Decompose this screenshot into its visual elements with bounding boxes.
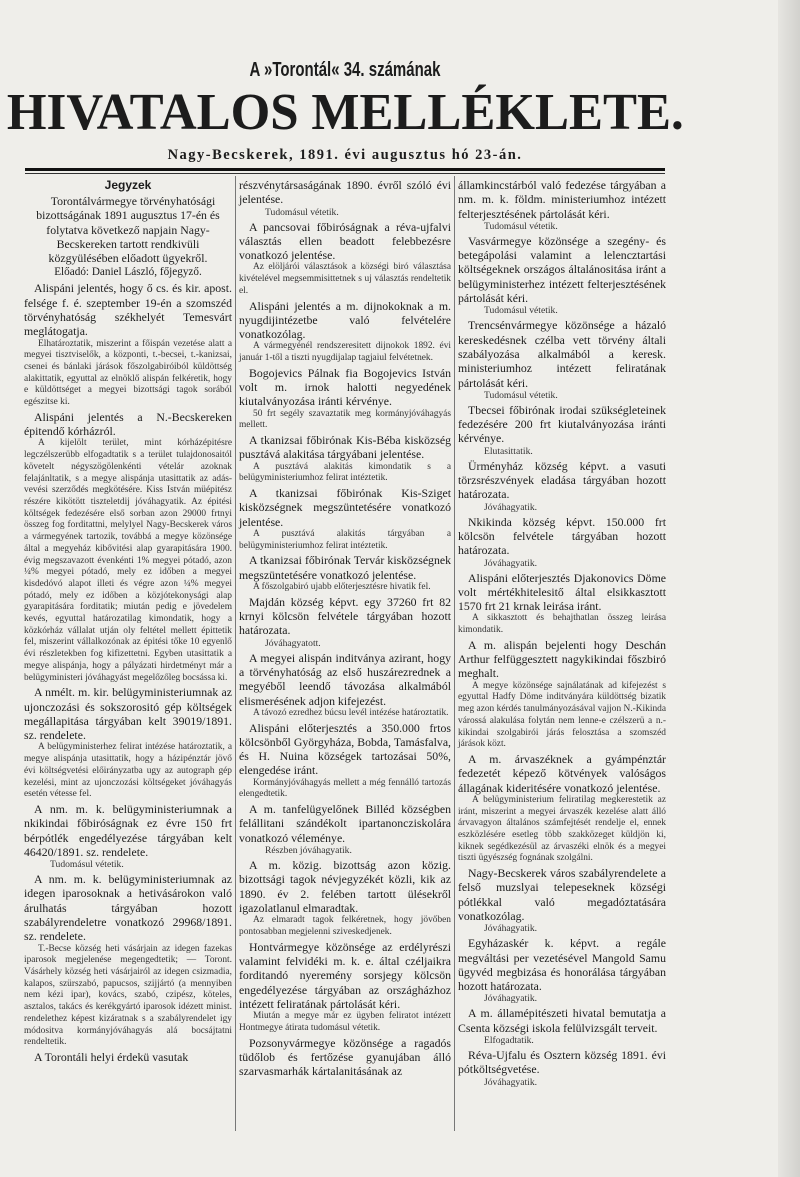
agenda-item: A pancsovai főbiróságnak a réva-ujfalvi választás ellen beadott felebbezésre vonatkozó jelentése. (239, 219, 451, 263)
decision-text: Tudomásul vétetik. (50, 859, 124, 871)
resolution-text: Elhatároztatik, miszerint a főispán vezetése alatt a megyei tisztviselők, a központi, t.-becsei, t.-kanizsai, csenei és bánlaki járások főszolgabiróiból küldöttség alakittatik, egyuttal az elnöklő alispán felkéretik, hogy e küldöttséget a megyei bizottsági tagok sorából egészitse ki. (24, 338, 232, 408)
decision-text: Jóváhagyatik. (484, 557, 538, 569)
agenda-item: Alispáni jelentés, hogy ő cs. és kir. apost. felsége f. é. szeptember 19-én a szomszéd törvényhatóság székhelyét Temesvárt meglátogatja. (24, 281, 232, 339)
agenda-item: részvénytársaságának 1890. évről szóló évi jelentése. (239, 178, 451, 207)
resolution-text: Az elmaradt tagok felkéretnek, hogy jövőben pontosabban megjelenni sziveskedjenek. (239, 915, 451, 937)
resolution-text: A megye közönsége sajnálatának ad kifejezést s egyuttal Hadfy Döme inditványára küldöttség bizatik meg azon kérdés tanulmányozásával vajjon N.-Kikinda várossá alakulása folytán nem lenne-e czélszerü a n.-kikindai szolgabirói járás felosztása a szomszéd járások közt. (458, 680, 666, 750)
agenda-item: A nm. m. k. belügyministeriumnak az idegen iparosoknak a hetivásárokon való árulhatás tárgyában hozott szabályrendeletre vonatkozó 29968/1891. sz. rendelete. (24, 872, 232, 944)
decision-text: Tudomásul vétetik. (484, 220, 558, 232)
column-1 (24, 178, 232, 1064)
agenda-item: Alispáni jelentés a m. dijnokoknak a m. nyugdijintézetbe való felvételére vonatkozólag. (239, 298, 451, 342)
agenda-item: Ürményház község képvt. a vasuti törzsrészvények eladása tárgyában hozott határozata. (458, 458, 666, 502)
agenda-item: A megyei alispán inditványa azirant, hogy a törvényhatóság az első huszárezrednek a megyéből leendő távozása alkalmából elismerésének adjon kifejezést. (239, 650, 451, 708)
column-3 (458, 178, 666, 1089)
agenda-item: A m. közig. bizottság azon közig. bizottsági tagok névjegyzékét közli, kik az 1890. év 2. felében tartott ülésekről igazolatlanul elmaradtak. (239, 858, 451, 915)
agenda-item: Nagy-Becskerek város szabályrendelete a felső muzslyai telepeseknek községi pótlékkal való megadóztatására vonatkozólag. (458, 866, 666, 923)
agenda-item: A m. alispán bejelenti hogy Deschán Arthur felfüggesztett nagykikindai főszbiró meghalt. (458, 637, 666, 681)
column-divider (454, 176, 455, 1131)
agenda-item: A tkanizsai főbirónak Kis-Béba kisközség pusztává alakitása tárgyábani jelentése. (239, 433, 451, 462)
resolution-text: A kijelölt terület, mint kórházépitésre legczélszerübb elfogadtatik s a terület tulajdonosaitól követelt négyszögölenkénti vételár azoknak felajánltatik, s a megye alispánja utasittatik az adás-vevési szerződés megkötésére. Kiss István müépitész részére kikötött tiszteletdij jóváhagyatik. Az épitési költségek fedezésére első sorban azon 29000 frtnyi összeg fog forditattni, melylyel Nagy-Becskerek város a vármegyének tartozik, továbbá a megye közönsége által a megyeház kibővitési alap gyarapitására 1900. évig megszavazott évenkénti 1% megyei pótadó, azon ¼% megyei pótadó, mely ez időben a megyei kisdedóvó alapot illeti és végre azon ¼% megyei pótadó, mely ez időben a közjótekonysági alap gyarapitására forditatik; miután pedig e jövedelem kevés, egyuttal határozatilag kimondatik, hogy a közkórház vállalat utján oly feltétel mellett épittetik fel, miszerint vállalkozónak az épitési tőke 10 egyenlő évi részletekben fog kifizettetni. Egyben utasittatik a megye alispánja, hogy a pályázati hirdetményt már a belügyministeri jóváhagyást megelőzőleg bocsássa ki. (24, 438, 232, 683)
agenda-item: Majdán község képvt. egy 37260 frt 82 krnyi kölcsön felvétele tárgyában hozott határozata. (239, 594, 451, 638)
agenda-item: A nm. m. k. belügyministeriumnak a nkikindai főbiróságnak ez évre 150 frt bérpótlék engedélyezése tárgyában kelt 46420/1891. sz. rendelete. (24, 801, 232, 859)
decision-text: Jóváhagyatik. (484, 1076, 538, 1088)
resolution-text: 50 frt segély szavaztatik meg kormányjóváhagyás mellett. (239, 408, 451, 431)
resolution-text: A sikkasztott és behajthatlan összeg leirása kimondatik. (458, 613, 666, 636)
resolution-text: A távozó ezredhez búcsu levél intézése határoztatik. (253, 707, 449, 718)
agenda-item: Alispáni jelentés a N.-Becskereken épitendő kórházról. (24, 409, 232, 439)
resolution-text: A pusztává alakitás tárgyában a belügyministeriumhoz felirat intéztetik. (239, 529, 451, 551)
agenda-item: Vasvármegye közönsége a szegény- és betegápolási valamint a lelencztartási költségeknek országos általánositása iránt a belügyministerhez intézett felterjesztésének pártolását kéri. (458, 233, 666, 306)
decision-text: Jóváhagyatik. (484, 993, 538, 1005)
resolution-text: A belügyministerhez felirat intézése határoztatik, a megye alispánja utasittatik, hogy a házipénztár jövő évi költségvetési előirányzatba ugy az autograph gép kezelési, mint az ujonczozási költségeket jóváhagyás esetén vétesse fel. (24, 742, 232, 800)
agenda-item: A nmélt. m. kir. belügyministeriumnak az ujonczozási és sokszorositó gép költségek megállapitása tárgyában kelt 39019/1891. sz. rendelete. (24, 685, 232, 743)
agenda-item: Hontvármegye közönsége az erdélyrészi valamint felvidéki m. k. e. által czéljaikra forditandó nyeremény sorsjegy kölcsön engedélyezése tárgyában az országházhoz intézett feliratának pártolását kéri. (239, 939, 451, 1011)
column-divider (235, 176, 236, 1131)
agenda-item: Torontálvármegye törvényhatósági bizottságának 1891 augusztus 17-én és folytatva következő napjain Nagy-Becskereken tartott rendkivüli közgyülésében előadott ügyekről. (36, 194, 220, 266)
dateline: Nagy-Becskerek, 1891. évi augusztus hó 23-án. (167, 147, 523, 163)
agenda-item: Tbecsei főbirónak irodai szükségleteinek fedezésére 200 frt kiutalványozása iránti kérvénye. (458, 402, 666, 446)
resolution-text: Miután a megye már ez ügyben feliratot intézett Hontmegye átirata tudomásul vétetik. (239, 1011, 451, 1033)
agenda-item: Alispáni előterjesztés Djakonovics Döme volt mértékhitelesitő által elsikkasztott 1570 frt 21 krnak leirása iránt. (458, 570, 666, 614)
masthead-kicker: A »Torontál« 34. számának (249, 59, 441, 81)
agenda-item: Egyházaskér k. képvt. a regále megváltási per vezetésével Mangold Samu ügyvéd megbizása és honorálása tárgyában hozott határozata. (458, 936, 666, 994)
column-2 (239, 178, 451, 1078)
decision-text: Tudomásul vétetik. (265, 206, 339, 218)
decision-text: Elutasittatik. (484, 445, 533, 457)
decision-text: Elfogadtatik. (484, 1035, 534, 1047)
agenda-item: államkincstárból való fedezése tárgyában a nm. m. k. földm. ministeriumhoz intézett felterjesztésének pártolását kéri. (458, 178, 666, 221)
agenda-item: A m. árvaszéknek a gyámpénztár fedezetét képező kötvények valóságos állagának kideritésére vonatkozó jelentése. (458, 751, 666, 795)
decision-text: Részben jóváhagyatik. (265, 845, 352, 857)
resolution-text: A főszolgabiró ujabb előterjesztésre hivatik fel. (253, 582, 431, 593)
header-rule (25, 168, 665, 171)
section-heading: Jegyzek (104, 178, 152, 192)
decision-text: Tudomásul vétetik. (484, 389, 558, 401)
resolution-text: A vármegyénél rendszeresitett dijnokok 1892. évi január 1-től a tiszti nyugdijalap tagjaiul felvétetnek. (239, 341, 451, 364)
agenda-item: A Torontáli helyi érdekü vasutak (34, 1049, 189, 1064)
decision-text: Jóváhagyatik. (484, 501, 538, 513)
agenda-item: A m. tanfelügyelőnek Billéd községben felállitani szándékolt ipartanoncziskolára vonatkozó véleménye. (239, 802, 451, 845)
masthead-title: HIVATALOS MELLÉKLETE. (6, 84, 684, 141)
resolution-text: A pusztává alakitás kimondatik s a belügyministeriumhoz felirat intéztetik. (239, 461, 451, 484)
agenda-item: Réva-Ujfalu és Osztern község 1891. évi pótköltségvetése. (458, 1048, 666, 1077)
resolution-text: T.-Becse község heti vásárjain az idegen fazekas iparosok megjelenése megengedtetik; — Toront. Vásárhely község heti vásárjairól az idegen csizmadia, kalapos, szürszabó, papucsos, szijjártó (a mennyiben nem kézi ipar), kovács, szabó, czipész, köteles, asztalos, takács és kerékgyártó iparosok idézett minist. rendelethez képest kizáratnak s a szabályrendelet igy módositva kormányjóváhagyás alá bocsájtatni rendeltetik. (24, 943, 232, 1048)
agenda-item: Pozsonyvármegye közönsége a ragadós tüdőlob és fertőzése gyanujában álló szarvasmarhák kártalanitásának az (239, 1035, 451, 1079)
agenda-item: Nkikinda község képvt. 150.000 frt kölcsön felvétele tárgyában hozott határozata. (458, 514, 666, 558)
speaker-line: Előadó: Daniel László, főjegyző. (54, 266, 202, 279)
decision-text: Tudomásul vétetik. (484, 305, 558, 317)
scan-edge-shadow (778, 0, 800, 1177)
agenda-item: Alispáni előterjesztés a 350.000 frtos kölcsönből Györgyháza, Bobda, Tamásfalva, és H. Nuina községek tartozásai 50%, elengedése iránt. (239, 720, 451, 778)
agenda-item: Trencsénvármegye közönsége a házaló kereskedésnek czélba vett törvény általi szabályozása alkalmából a keresk. ministeriumhoz intézett feliratának pártolását kéri. (458, 318, 666, 390)
resolution-text: Kormányjóváhagyás mellett a még fennálló tartozás elengedtetik. (239, 777, 451, 800)
agenda-item: A tkanizsai főbirónak Kis-Sziget kisközségnek megszüntetésére vonatkozó jelentése. (239, 486, 451, 529)
agenda-item: A tkanizsai főbirónak Tervár kisközségnek megszüntetésére vonatkozó jelentése. (239, 553, 451, 582)
decision-text: Jóváhagyatott. (265, 637, 321, 649)
decision-text: Jóváhagyatik. (484, 923, 538, 935)
resolution-text: A belügyministerium feliratilag megkerestetik az iránt, miszerint a megyei árvaszék kezelése alatt álló árvavagyon általános számfejtését rendelje el, ennek eszközlésére esetleg több szakközeget küldjön ki, kiknek segédkezésül az árvaszéki elnök és a megyei tiszti ügyészség fognának szolgálni. (458, 794, 666, 864)
agenda-item: Bogojevics Pálnak fia Bogojevics István volt m. irnok halotti negyedének kiutalványozása iránti kérvénye. (239, 365, 451, 409)
resolution-text: Az elöljárói választások a községi biró választása kivételével megsemmisittetnek s uj választás rendeltetik el. (239, 262, 451, 296)
agenda-item: A m. államépitészeti hivatal bemutatja a Csenta községi iskola felülvizsgált terveit. (458, 1006, 666, 1035)
header-rule-thin (25, 173, 665, 174)
